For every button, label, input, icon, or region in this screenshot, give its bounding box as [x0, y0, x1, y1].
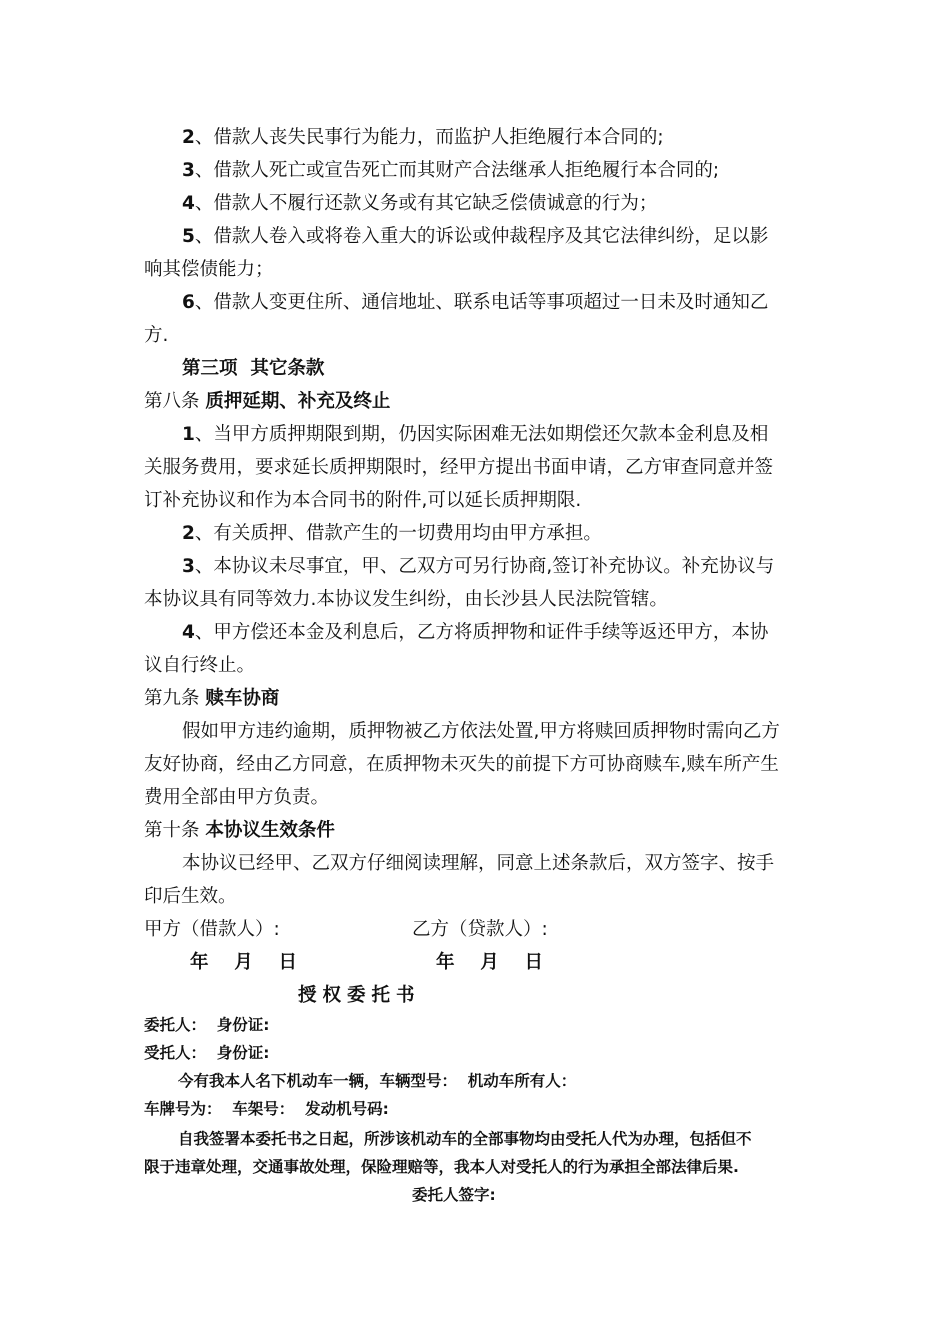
- clause-item-6-cont: 方.: [144, 325, 169, 346]
- item-text: 、本协议未尽事宜，甲、乙双方可另行协商,签订补充协议。补充协议与: [194, 556, 775, 577]
- article-label: 第八条: [144, 391, 206, 412]
- article-9-heading: [144, 686, 279, 712]
- party-a-signature-label: 甲方（借款人）:: [144, 919, 280, 940]
- item-text: 、借款人卷入或将卷入重大的诉讼或仲裁程序及其它法律纠纷，足以影: [194, 226, 769, 247]
- item-text: 、甲方偿还本金及利息后，乙方将质押物和证件手续等返还甲方，本协: [194, 622, 769, 643]
- agent-line: 受托人： 身份证:: [144, 1044, 270, 1062]
- article-9-text-cont2: 费用全部由甲方负责。: [144, 787, 330, 808]
- clause-item-6: [182, 290, 768, 316]
- party-b-date: 年 月 日: [436, 952, 544, 973]
- vehicle-line: 今有我本人名下机动车一辆，车辆型号： 机动车所有人：: [178, 1072, 577, 1090]
- item-number: 1: [182, 424, 195, 445]
- clause-item-5: [182, 224, 768, 250]
- article-10-heading: [144, 818, 335, 844]
- article-8-item-1-cont: 关服务费用，要求延长质押期限时，经甲方提出书面申请，乙方审查同意并签: [144, 457, 774, 478]
- article-8-heading: [144, 389, 390, 415]
- article-9-text: 假如甲方违约逾期，质押物被乙方依法处置,甲方将赎回质押物时需向乙方: [182, 721, 780, 742]
- section-heading: 第三项 其它条款: [182, 358, 325, 379]
- authorization-title: 授权委托书: [298, 985, 421, 1006]
- article-8-item-4: [182, 620, 768, 646]
- item-text: 、借款人死亡或宣告死亡而其财产合法继承人拒绝履行本合同的;: [194, 160, 720, 181]
- article-title: 质押延期、补充及终止: [205, 391, 391, 412]
- item-text: 、借款人变更住所、通信地址、联系电话等事项超过一日未及时通知乙: [194, 292, 769, 313]
- item-number: 4: [182, 622, 195, 643]
- article-8-item-1-cont2: 订补充协议和作为本合同书的附件,可以延长质押期限.: [144, 490, 582, 511]
- party-b-signature-label: 乙方（贷款人）:: [412, 919, 548, 940]
- plate-line: 车牌号为： 车架号： 发动机号码:: [144, 1100, 389, 1118]
- item-number: 3: [182, 556, 195, 577]
- item-number: 2: [182, 523, 195, 544]
- article-10-text-cont: 印后生效。: [144, 886, 237, 907]
- clause-item-2: [182, 125, 664, 151]
- article-10-text: 本协议已经甲、乙双方仔细阅读理解，同意上述条款后，双方签字、按手: [182, 853, 775, 874]
- item-number: 6: [182, 292, 195, 313]
- article-title: 本协议生效条件: [205, 820, 335, 841]
- article-8-item-3: [182, 554, 774, 580]
- article-8-item-2: [182, 521, 602, 547]
- principal-line: 委托人： 身份证:: [144, 1016, 270, 1034]
- item-number: 3: [182, 160, 195, 181]
- article-8-item-1: [182, 422, 768, 448]
- item-number: 5: [182, 226, 195, 247]
- item-text: 、借款人丧失民事行为能力，而监护人拒绝履行本合同的;: [194, 127, 664, 148]
- principal-signature-label: 委托人签字:: [412, 1186, 496, 1204]
- article-label: 第十条: [144, 820, 206, 841]
- item-number: 4: [182, 193, 195, 214]
- party-a-date: 年 月 日: [190, 952, 298, 973]
- clause-item-3: [182, 158, 719, 184]
- clause-item-5-cont: 响其偿债能力；: [144, 259, 274, 280]
- authorization-text-cont: 限于违章处理，交通事故处理，保险理赔等，我本人对受托人的行为承担全部法律后果.: [144, 1158, 739, 1176]
- clause-item-4: [182, 191, 657, 217]
- article-8-item-3-cont: 本协议具有同等效力.本协议发生纠纷，由长沙县人民法院管辖。: [144, 589, 668, 610]
- authorization-text: 自我签署本委托书之日起，所涉该机动车的全部事物均由受托人代为办理，包括但不: [178, 1130, 752, 1148]
- article-8-item-4-cont: 议自行终止。: [144, 655, 256, 676]
- item-number: 2: [182, 127, 195, 148]
- item-text: 、有关质押、借款产生的一切费用均由甲方承担。: [194, 523, 602, 544]
- article-9-text-cont: 友好协商，经由乙方同意，在质押物未灭失的前提下方可协商赎车,赎车所产生: [144, 754, 779, 775]
- item-text: 、当甲方质押期限到期，仍因实际困难无法如期偿还欠款本金利息及相: [194, 424, 769, 445]
- article-title: 赎车协商: [205, 688, 280, 709]
- article-label: 第九条: [144, 688, 206, 709]
- item-text: 、借款人不履行还款义务或有其它缺乏偿债诚意的行为；: [194, 193, 658, 214]
